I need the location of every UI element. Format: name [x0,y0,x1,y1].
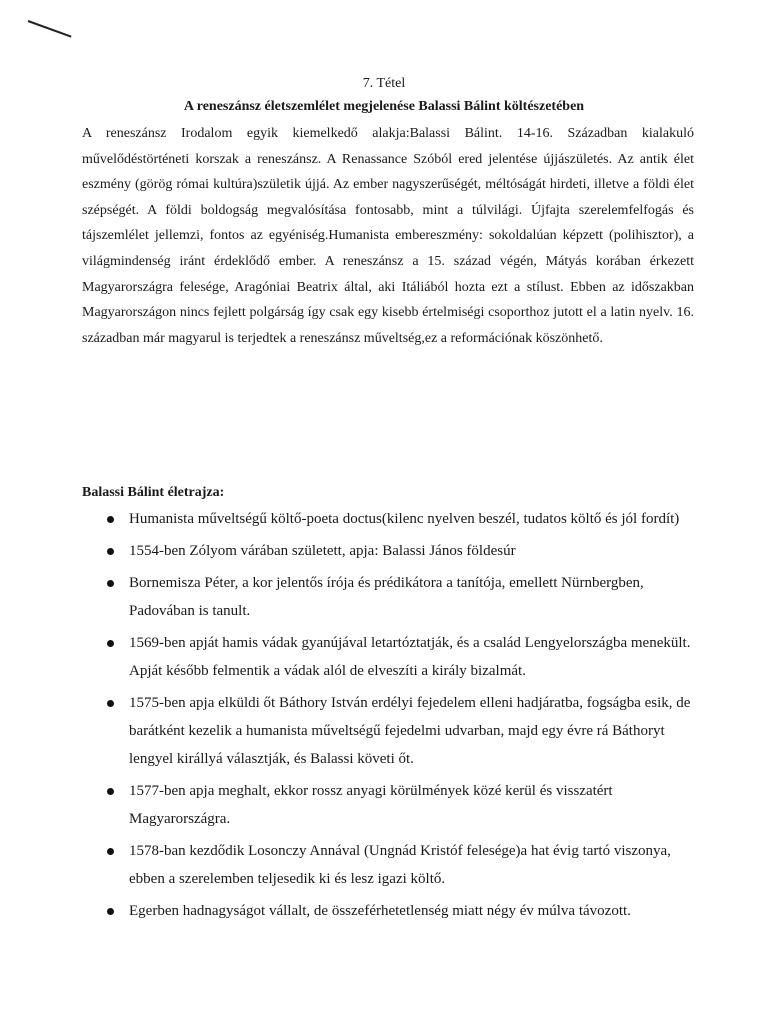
list-item: 1575-ben apja elküldi őt Báthory István erdélyi fejedelem elleni hadjáratba, fogságba esik, de barátként kezelik a humanista műveltségű fejedelmi udvarban, majd egy évre rá Báthoryt lengyel királlyá választják, és Balassi követi őt. [82,689,708,773]
biography-heading: Balassi Bálint életrajza: [82,485,225,500]
intro-paragraph: A reneszánsz Irodalom egyik kiemelkedő alakja:Balassi Bálint. 14-16. Században kialakuló művelődéstörténeti korszak a reneszánsz. A Renassance Szóból ered jelentése újjászületés. Az antik élet eszmény (görög római kultúra)születik újjá. Az ember nagyszerűségét, méltóságát hirdeti, illetve a földi élet szépségét. A földi boldogság megvalósítása fontosabb, mint a túlvilági. Újfajta szerelemfelfogás és tájszemlélet jellemzi, fontos az egyéniség.Humanista embereszmény: sokoldalúan képzett (polihisztor), a világmindenség iránt érdeklődő ember. A reneszánsz a 15. század végén, Mátyás korában érkezett Magyarországra felesége, Aragóniai Beatrix által, aki Itáliából hozta ezt a stílust. Ebben az időszakban Magyarországon nincs fejlett polgárság így csak egy kisebb értelmiségi csoporthoz jutott el a latin nyelv. 16. században már magyarul is terjedtek a reneszánsz műveltség,ez a reformációnak köszönhető. [82,126,694,346]
list-item: 1554-ben Zólyom várában született, apja: Balassi János földesúr [82,537,708,565]
list-item: Bornemisza Péter, a kor jelentős írója és prédikátora a tanítója, emellett Nürnbergben, Padovában is tanult. [82,569,708,625]
list-item: 1578-ban kezdődik Losonczy Annával (Ungnád Kristóf felesége)a hat évig tartó viszonya, ebben a szerelemben teljesedik ki és lesz igazi költő. [82,837,708,893]
list-item: Humanista műveltségű költő-poeta doctus(kilenc nyelven beszél, tudatos költő és jól fordít) [82,505,708,533]
list-item: 1569-ben apját hamis vádak gyanújával letartóztatják, és a család Lengyelországba menekült. Apját később felmentik a vádak alól de elveszíti a király bizalmát. [82,629,708,685]
document-title: A reneszánsz életszemlélet megjelenése Balassi Bálint költészetében [183,99,585,114]
list-item: 1577-ben apja meghalt, ekkor rossz anyagi körülmények közé kerül és visszatért Magyarországra. [82,777,708,833]
biography-list [82,505,708,929]
list-item: Egerben hadnagyságot vállalt, de összeférhetetlenség miatt négy év múlva távozott. [82,897,708,925]
page-number: 7. Tétel [362,76,406,91]
pen-stroke-mark [28,20,72,38]
